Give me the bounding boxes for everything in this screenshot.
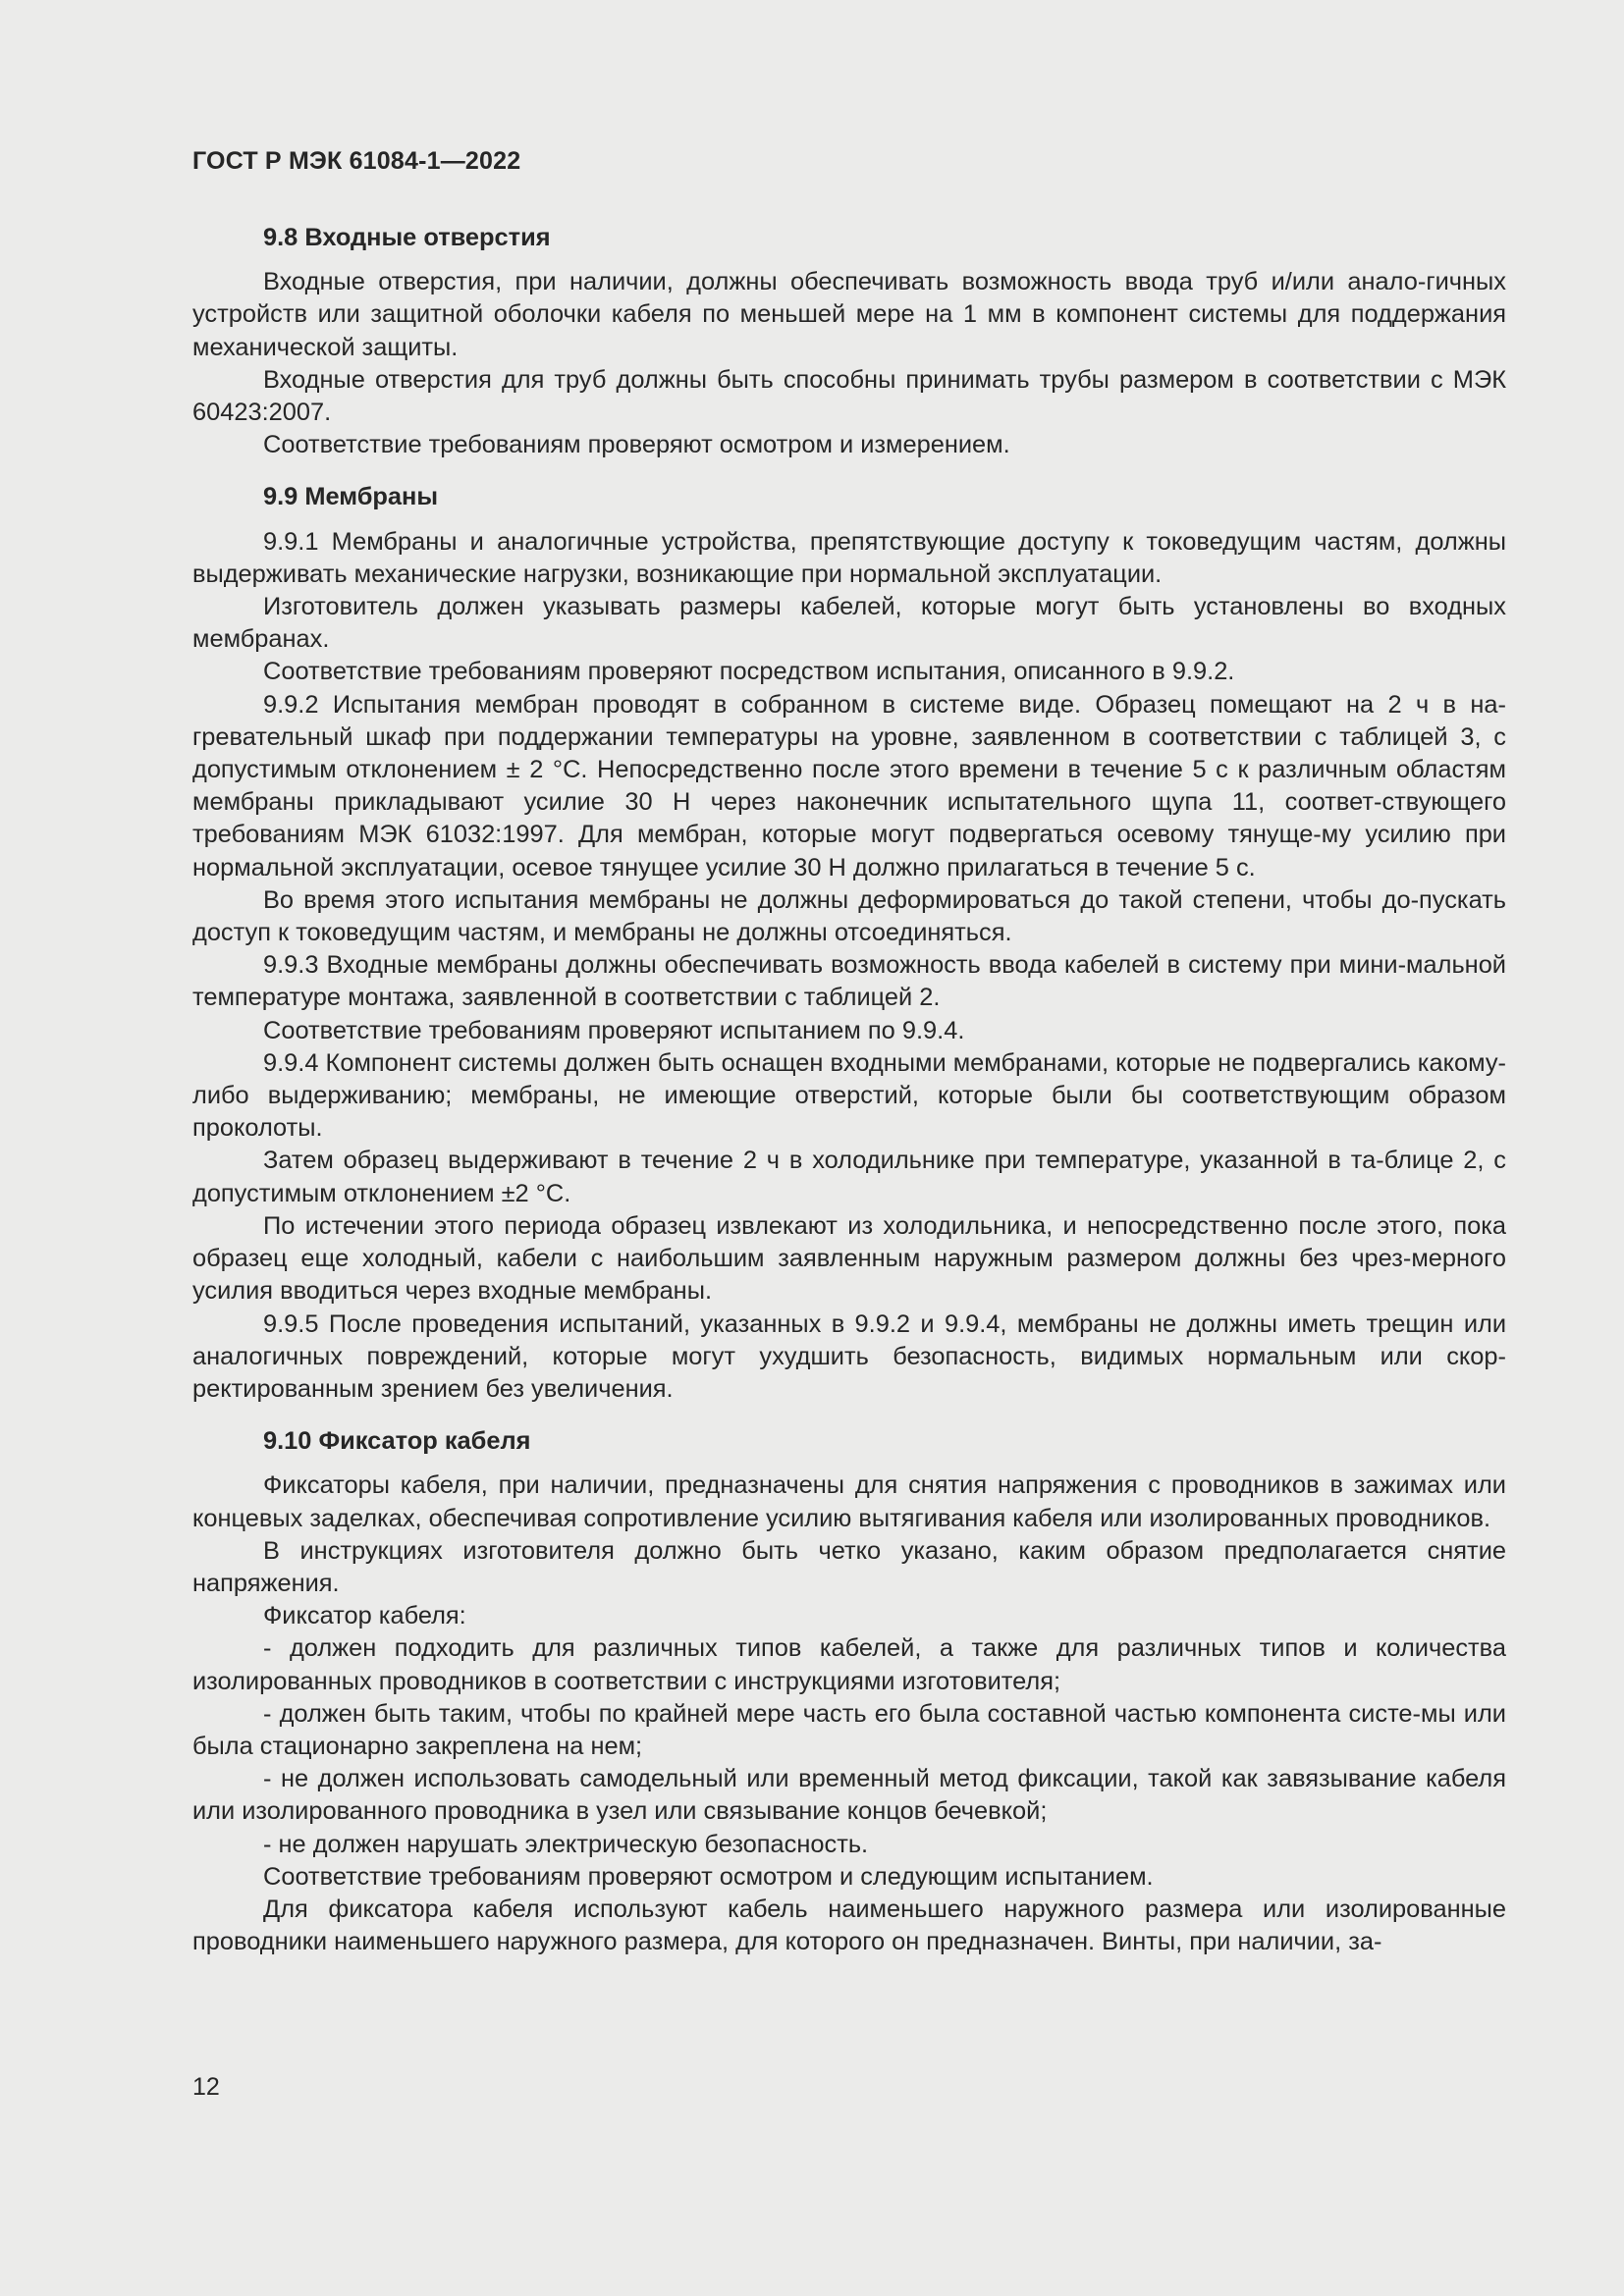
paragraph: Изготовитель должен указывать размеры кабелей, которые могут быть установлены во входных мембранах. [192, 593, 1506, 654]
document-body [192, 222, 1506, 1958]
paragraph: Затем образец выдерживают в течение 2 ч в холодильнике при температуре, указанной в та-блице 2, с допустимым отклонением ±2 °С. [192, 1147, 1506, 1207]
paragraph: Соответствие требованиям проверяют посредством испытания, описанного в 9.9.2. [263, 658, 1235, 686]
paragraph: 9.9.5 После проведения испытаний, указанных в 9.9.2 и 9.9.4, мембраны не должны иметь трещин или аналогичных повреждений, которые могут ухудшить безопасность, видимых нормальным или скор-ректированным зрением без увеличения. [192, 1309, 1506, 1403]
paragraph: 9.9.4 Компонент системы должен быть оснащен входными мембранами, которые не подвергались какому-либо выдерживанию; мембраны, не имеющие отверстий, которые были бы соответствующим образом проколоты. [192, 1048, 1506, 1143]
section-heading-9-10: 9.10 Фиксатор кабеля [263, 1427, 531, 1456]
paragraph: Соответствие требованиям проверяют осмотром и следующим испытанием. [263, 1862, 1154, 1891]
paragraph: 9.9.2 Испытания мембран проводят в собранном в системе виде. Образец помещают на 2 ч в на-гревательный шкаф при поддержании температуры на уровне, заявленном в соответствии с таблицей 3, с допустимым отклонением ± 2 °С. Непосредственно после этого времени в течение 5 с к различным областям мембраны прикладывают усилие 30 Н через наконечник испытательного щупа 11, соответ-ствующего требованиям МЭК 61032:1997. Для мембран, которые могут подвергаться осевому тянуще-му усилию при нормальной эксплуатации, осевое тянущее усилие 30 Н должно прилагаться в течение 5 с. [192, 690, 1506, 881]
document-header: ГОСТ Р МЭК 61084-1—2022 [192, 147, 521, 175]
paragraph: По истечении этого периода образец извлекают из холодильника, и непосредственно после этого, пока образец еще холодный, кабели с наибольшим заявленным наружным размером должны без чрез-мерного усилия вводиться через входные мембраны. [192, 1211, 1506, 1306]
section-heading-9-8: 9.8 Входные отверстия [263, 224, 551, 251]
paragraph: Фиксатор кабеля: [263, 1602, 466, 1630]
list-item: - не должен использовать самодельный или временный метод фиксации, такой как завязывание кабеля или изолированного проводника в узел или связывание концов бечевкой; [192, 1765, 1506, 1826]
page-number: 12 [192, 2073, 220, 2101]
paragraph: Входные отверстия для труб должны быть способны принимать трубы размером в соответствии с МЭК 60423:2007. [192, 365, 1506, 427]
list-item: - должен подходить для различных типов кабелей, а также для различных типов и количества изолированных проводников в соответствии с инструкциями изготовителя; [192, 1634, 1506, 1695]
paragraph: Фиксаторы кабеля, при наличии, предназначены для снятия напряжения с проводников в зажимах или концевых заделках, обеспечивая сопротивление усилию вытягивания кабеля или изолированных проводников. [192, 1471, 1506, 1532]
section-heading-9-9: 9.9 Мембраны [263, 483, 439, 511]
paragraph: 9.9.1 Мембраны и аналогичные устройства, препятствующие доступу к токоведущим частям, должны выдерживать механические нагрузки, возникающие при нормальной эксплуатации. [192, 527, 1506, 588]
list-item: - не должен нарушать электрическую безопасность. [263, 1830, 869, 1858]
paragraph: Входные отверстия, при наличии, должны обеспечивать возможность ввода труб и/или анало-гичных устройств или защитной оболочки кабеля по меньшей мере на 1 мм в компонент системы для поддержания механической защиты. [192, 268, 1506, 361]
list-item: - должен быть таким, чтобы по крайней мере часть его была составной частью компонента систе-мы или была стационарно закреплена на нем; [192, 1699, 1506, 1760]
paragraph: Для фиксатора кабеля используют кабель наименьшего наружного размера или изолированные проводники наименьшего наружного размера, для которого он предназначен. Винты, при наличии, за- [192, 1895, 1506, 1956]
paragraph: Соответствие требованиям проверяют испытанием по 9.9.4. [263, 1016, 965, 1044]
paragraph: 9.9.3 Входные мембраны должны обеспечивать возможность ввода кабелей в систему при мини-мальной температуре монтажа, заявленной в соответствии с таблицей 2. [192, 951, 1506, 1012]
paragraph: В инструкциях изготовителя должно быть четко указано, каким образом предполагается снятие напряжения. [192, 1536, 1506, 1597]
paragraph: Во время этого испытания мембраны не должны деформироваться до такой степени, чтобы до-пускать доступ к токоведущим частям, и мембраны не должны отсоединяться. [192, 885, 1506, 947]
paragraph: Соответствие требованиям проверяют осмотром и измерением. [263, 431, 1010, 459]
